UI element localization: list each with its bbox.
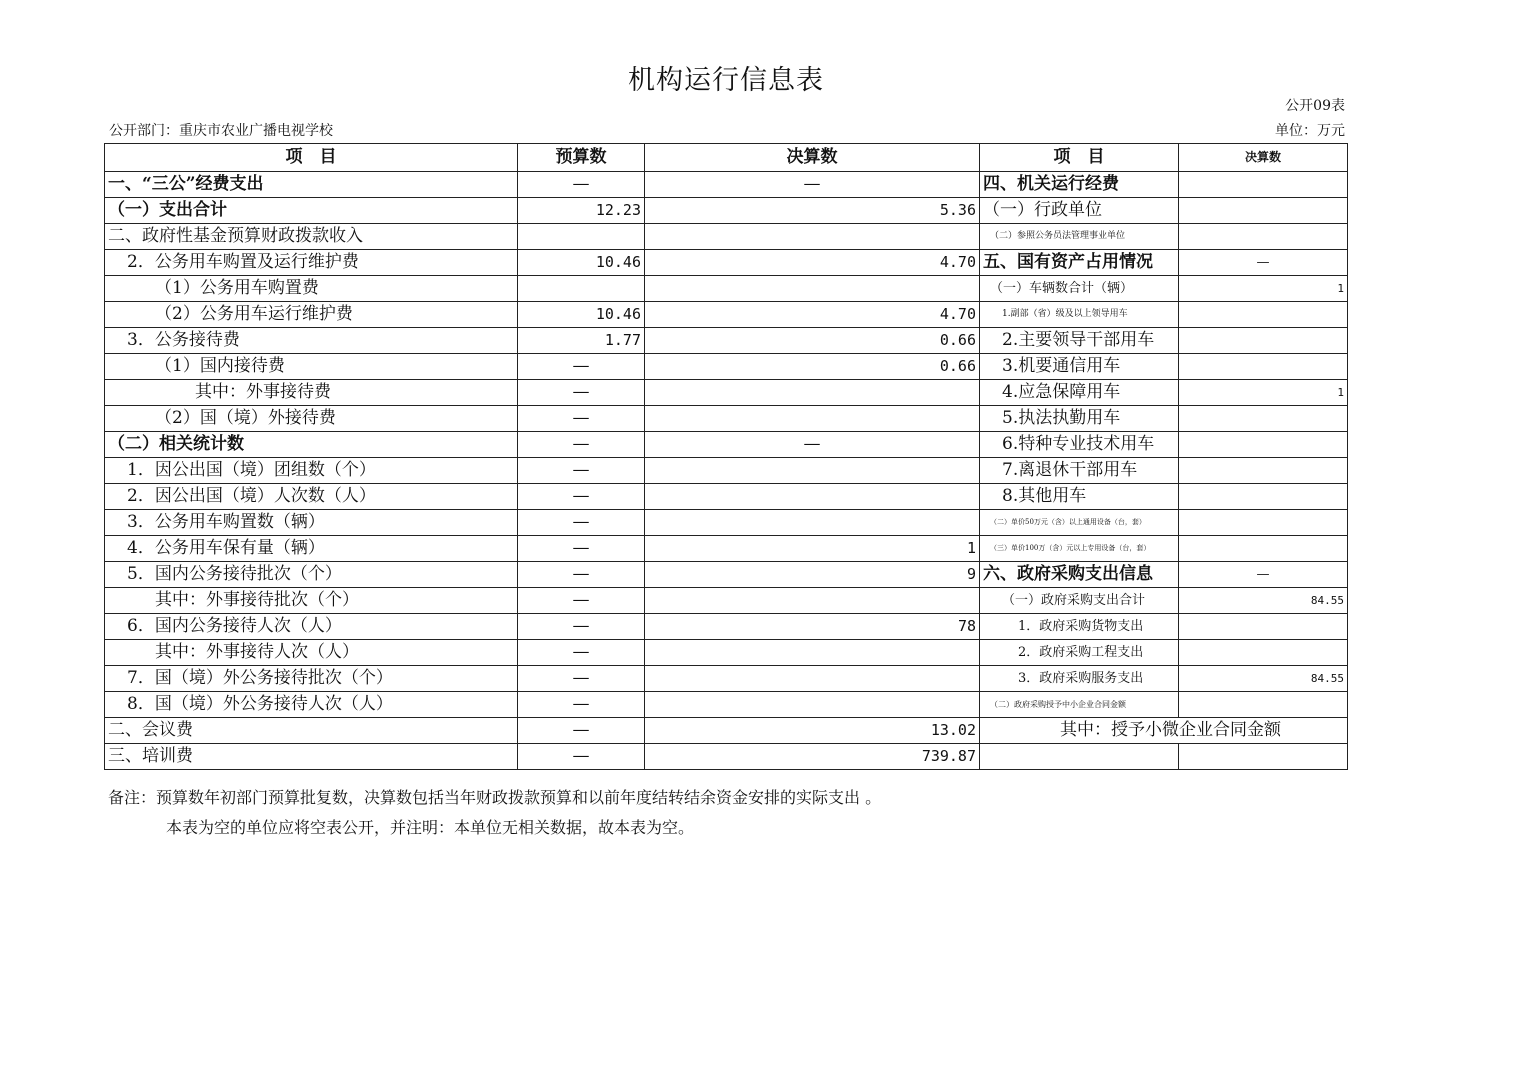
table-row (105, 354, 1348, 380)
right-row-label: 4.应急保障用车 (980, 380, 1179, 406)
row-final (645, 224, 980, 250)
table-row (105, 328, 1348, 354)
row-budget: — (518, 406, 645, 432)
right-row-value (1179, 510, 1348, 536)
right-row-label: （三）单价100万（含）元以上专用设备（台，套） (980, 536, 1179, 562)
table-row (105, 666, 1348, 692)
right-row-label: （二）政府采购授予中小企业合同金额 (980, 692, 1179, 718)
right-row-value (1179, 224, 1348, 250)
row-final (645, 510, 980, 536)
row-label: 其中：外事接待批次（个） (105, 588, 518, 614)
row-final: 4.70 (645, 250, 980, 276)
table-row (105, 406, 1348, 432)
right-row-label: （一）政府采购支出合计 (980, 588, 1179, 614)
table-row (105, 172, 1348, 198)
footnote-empty-table: 本表为空的单位应将空表公开，并注明：本单位无相关数据，故本表为空。 (166, 818, 695, 837)
row-budget (518, 276, 645, 302)
row-budget: 1.77 (518, 328, 645, 354)
table-row (105, 224, 1348, 250)
right-row-value (1179, 302, 1348, 328)
row-budget: — (518, 354, 645, 380)
row-final: 0.66 (645, 354, 980, 380)
right-row-label: 5.执法执勤用车 (980, 406, 1179, 432)
row-final (645, 692, 980, 718)
table-row (105, 276, 1348, 302)
page-title: 机构运行信息表 (628, 65, 824, 96)
row-label: （一）支出合计 (105, 198, 518, 224)
table-row (105, 614, 1348, 640)
row-final: 739.87 (645, 744, 980, 770)
row-label: 三、培训费 (105, 744, 518, 770)
right-row-label: （一）车辆数合计（辆） (980, 276, 1179, 302)
row-final (645, 640, 980, 666)
right-row-value (1179, 328, 1348, 354)
row-label: （1）公务用车购置费 (105, 276, 518, 302)
right-row-value (1179, 744, 1348, 770)
right-row-value (1179, 406, 1348, 432)
row-label: （2）国（境）外接待费 (105, 406, 518, 432)
row-final (645, 380, 980, 406)
right-row-label: 四、机关运行经费 (980, 172, 1179, 198)
row-budget: 12.23 (518, 198, 645, 224)
institution-operation-table (104, 143, 1348, 770)
header-item: 项 目 (105, 144, 518, 172)
row-label: 3．公务用车购置数（辆） (105, 510, 518, 536)
table-row (105, 510, 1348, 536)
row-final: — (645, 432, 980, 458)
right-row-value (1179, 484, 1348, 510)
row-final: 4.70 (645, 302, 980, 328)
row-budget: — (518, 510, 645, 536)
row-budget: — (518, 562, 645, 588)
row-budget: 10.46 (518, 250, 645, 276)
right-row-value: 1 (1179, 276, 1348, 302)
right-row-value: — (1179, 250, 1348, 276)
right-row-value (1179, 198, 1348, 224)
form-number: 公开09表 (1285, 98, 1345, 114)
right-row-label: 1．政府采购货物支出 (980, 614, 1179, 640)
table-row (105, 458, 1348, 484)
row-final (645, 666, 980, 692)
right-row-label: 3.机要通信用车 (980, 354, 1179, 380)
row-budget: — (518, 692, 645, 718)
header-budget: 预算数 (518, 144, 645, 172)
table-row (105, 484, 1348, 510)
table-row (105, 718, 1348, 744)
right-row-label: 六、政府采购支出信息 (980, 562, 1179, 588)
row-final: 1 (645, 536, 980, 562)
table-row (105, 536, 1348, 562)
row-budget: — (518, 614, 645, 640)
row-label: （1）国内接待费 (105, 354, 518, 380)
header-item-right: 项 目 (980, 144, 1179, 172)
row-budget: — (518, 666, 645, 692)
row-final: — (645, 172, 980, 198)
row-budget: — (518, 718, 645, 744)
right-row-label: （二）单价50万元（含）以上通用设备（台，套） (980, 510, 1179, 536)
right-row-value (1179, 354, 1348, 380)
row-final: 78 (645, 614, 980, 640)
right-row-value (1179, 172, 1348, 198)
row-label: 5．国内公务接待批次（个） (105, 562, 518, 588)
row-budget: — (518, 380, 645, 406)
table-row (105, 588, 1348, 614)
right-row-value: — (1179, 562, 1348, 588)
right-row-value (1179, 536, 1348, 562)
footnote-remark: 备注：预算数年初部门预算批复数，决算数包括当年财政拨款预算和以前年度结转结余资金安排的实际支出 。 (108, 788, 882, 807)
right-row-label: 其中：授予小微企业合同金额 (980, 718, 1348, 744)
row-label: 1．因公出国（境）团组数（个） (105, 458, 518, 484)
right-row-label: 7.离退休干部用车 (980, 458, 1179, 484)
row-budget: — (518, 432, 645, 458)
row-label: （二）相关统计数 (105, 432, 518, 458)
right-row-value (1179, 614, 1348, 640)
right-row-value (1179, 692, 1348, 718)
table-row (105, 744, 1348, 770)
table-row (105, 432, 1348, 458)
right-row-label: 1.副部（省）级及以上领导用车 (980, 302, 1179, 328)
row-final (645, 588, 980, 614)
table-header-row (105, 144, 1348, 172)
right-row-value: 1 (1179, 380, 1348, 406)
row-final (645, 484, 980, 510)
row-final: 5.36 (645, 198, 980, 224)
row-label: 4．公务用车保有量（辆） (105, 536, 518, 562)
row-label: 2．公务用车购置及运行维护费 (105, 250, 518, 276)
table-row (105, 302, 1348, 328)
unit-label: 单位：万元 (1275, 123, 1345, 139)
row-budget: 10.46 (518, 302, 645, 328)
row-budget: — (518, 744, 645, 770)
row-final (645, 406, 980, 432)
row-label: 7．国（境）外公务接待批次（个） (105, 666, 518, 692)
right-row-label: （一）行政单位 (980, 198, 1179, 224)
right-row-value (1179, 458, 1348, 484)
row-label: 3．公务接待费 (105, 328, 518, 354)
table-row (105, 250, 1348, 276)
row-final: 0.66 (645, 328, 980, 354)
row-budget (518, 224, 645, 250)
row-label: 二、政府性基金预算财政拨款收入 (105, 224, 518, 250)
right-row-value (1179, 432, 1348, 458)
row-label: 其中：外事接待费 (105, 380, 518, 406)
row-label: （2）公务用车运行维护费 (105, 302, 518, 328)
row-budget: — (518, 588, 645, 614)
row-budget: — (518, 172, 645, 198)
row-label: 一、“三公”经费支出 (105, 172, 518, 198)
right-row-label: 2.主要领导干部用车 (980, 328, 1179, 354)
row-final: 9 (645, 562, 980, 588)
table-row (105, 380, 1348, 406)
right-row-value: 84.55 (1179, 666, 1348, 692)
row-budget: — (518, 640, 645, 666)
right-row-label: 6.特种专业技术用车 (980, 432, 1179, 458)
table-row (105, 562, 1348, 588)
row-label: 其中：外事接待人次（人） (105, 640, 518, 666)
right-row-value: 84.55 (1179, 588, 1348, 614)
row-label: 二、会议费 (105, 718, 518, 744)
table-row (105, 640, 1348, 666)
row-budget: — (518, 536, 645, 562)
right-row-label: 3．政府采购服务支出 (980, 666, 1179, 692)
header-final: 决算数 (645, 144, 980, 172)
right-row-label: （二）参照公务员法管理事业单位 (980, 224, 1179, 250)
header-final-right: 决算数 (1179, 144, 1348, 172)
row-final (645, 276, 980, 302)
right-row-label: 8.其他用车 (980, 484, 1179, 510)
row-label: 6．国内公务接待人次（人） (105, 614, 518, 640)
right-row-value (1179, 640, 1348, 666)
row-budget: — (518, 484, 645, 510)
table-row (105, 198, 1348, 224)
right-row-label: 五、国有资产占用情况 (980, 250, 1179, 276)
right-row-label (980, 744, 1179, 770)
table-row (105, 692, 1348, 718)
row-label: 2．因公出国（境）人次数（人） (105, 484, 518, 510)
row-final (645, 458, 980, 484)
row-final: 13.02 (645, 718, 980, 744)
right-row-label: 2．政府采购工程支出 (980, 640, 1179, 666)
row-budget: — (518, 458, 645, 484)
department-label: 公开部门：重庆市农业广播电视学校 (109, 123, 333, 139)
row-label: 8．国（境）外公务接待人次（人） (105, 692, 518, 718)
